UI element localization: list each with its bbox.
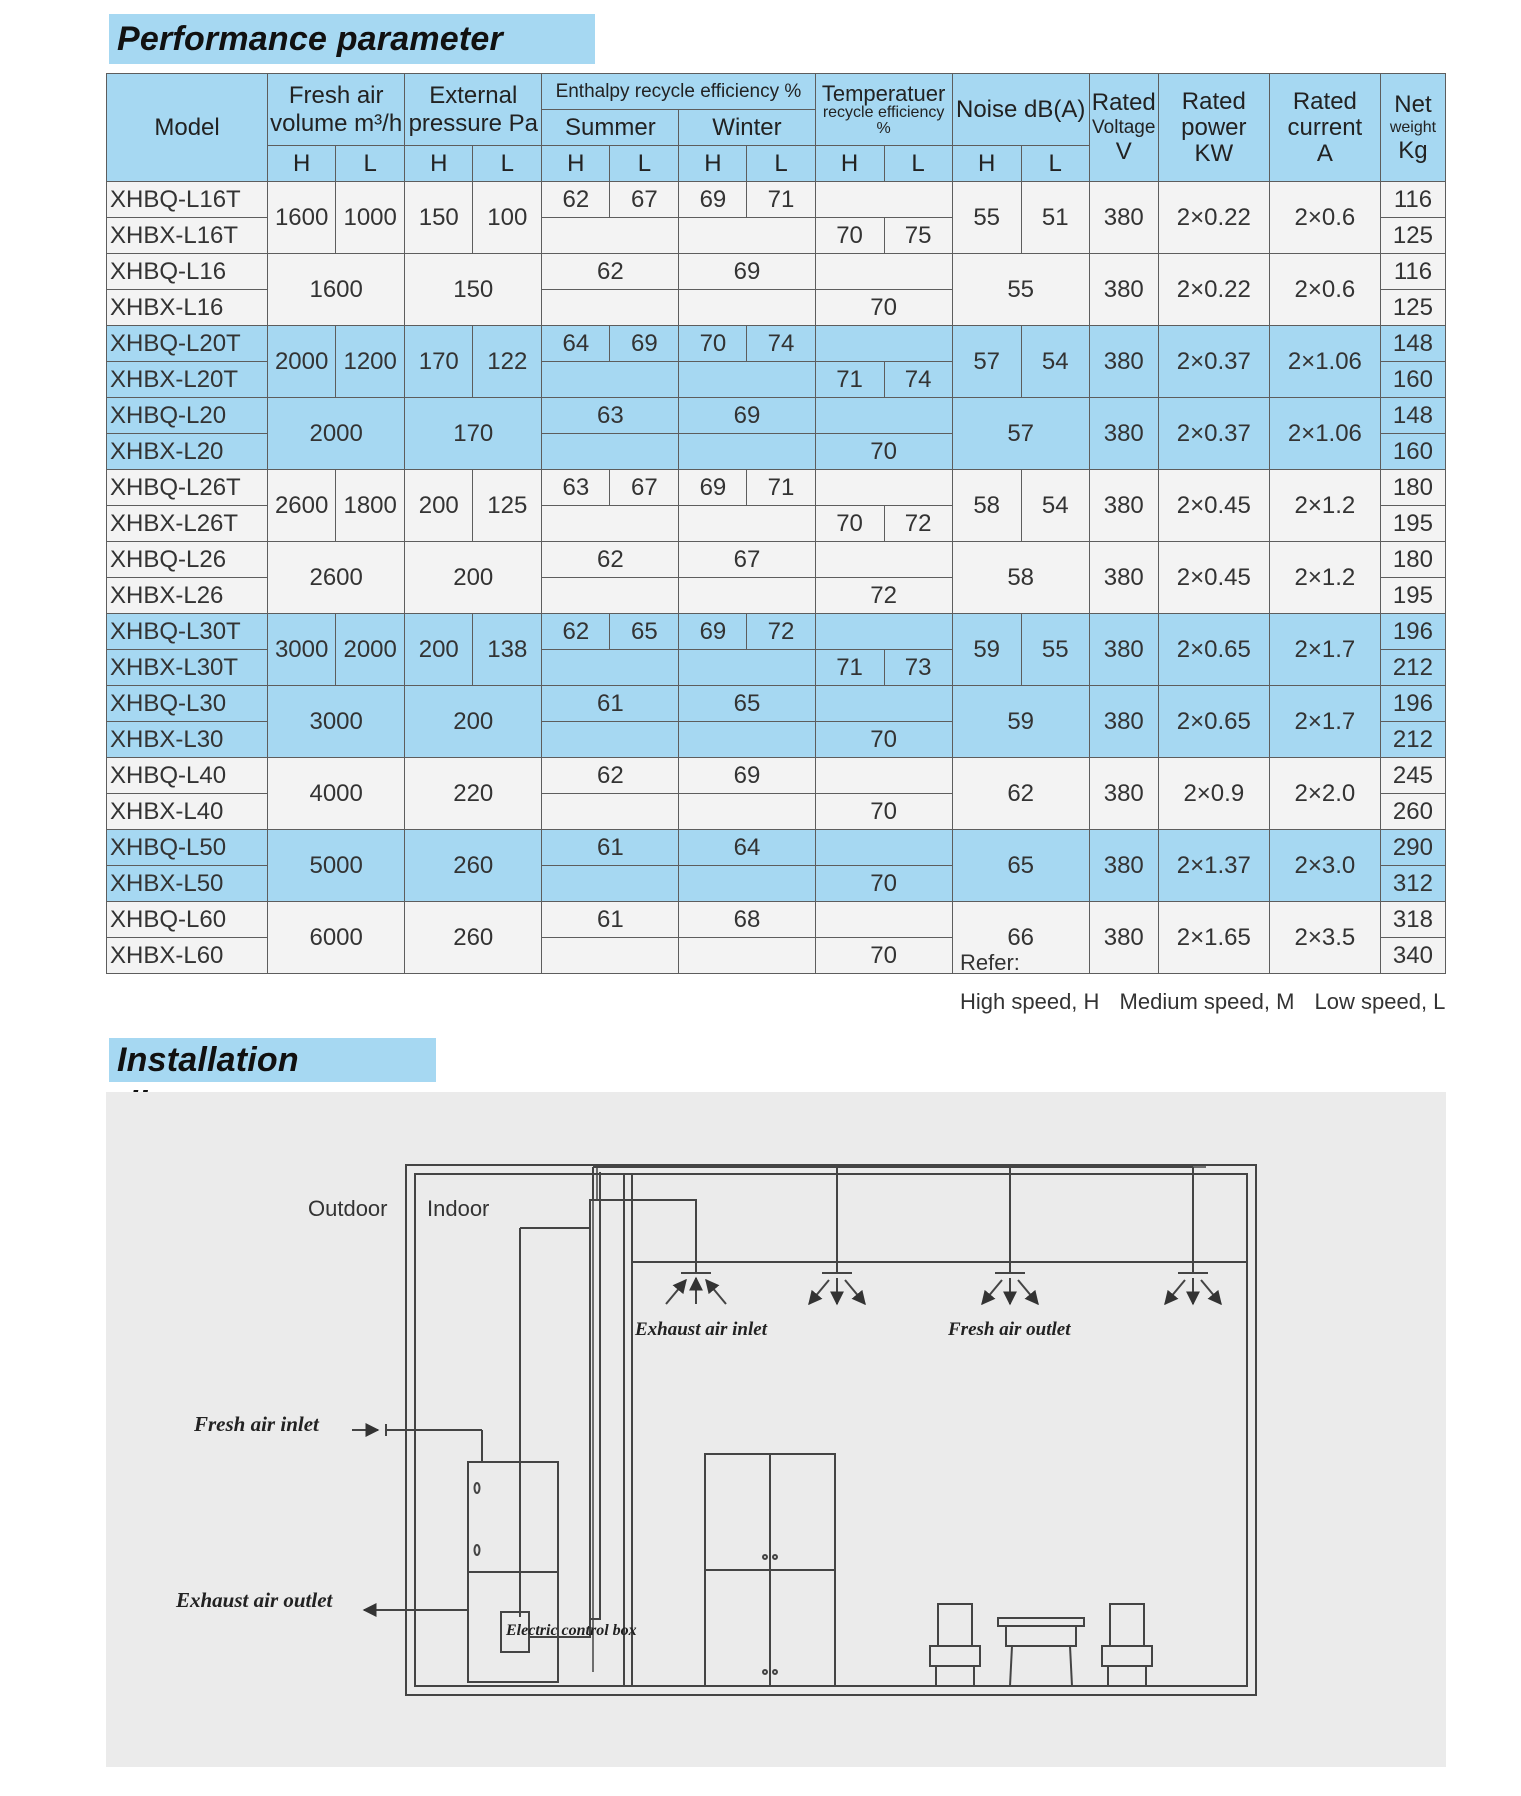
current-cell: 2×2.0	[1269, 758, 1380, 830]
empty-cell	[542, 290, 679, 326]
voltage-cell: 380	[1089, 614, 1158, 686]
empty-cell	[542, 434, 679, 470]
electric-control-box-label: Electric control box	[506, 1622, 637, 1639]
fresh-air-h-cell: 2600	[268, 470, 336, 542]
empty-cell	[815, 542, 952, 578]
temp-l-cell: 73	[884, 650, 952, 686]
empty-cell	[815, 182, 952, 218]
empty-cell	[679, 218, 815, 254]
power-cell: 2×0.65	[1158, 686, 1269, 758]
summer-cell: 61	[542, 830, 679, 866]
noise-cell: 65	[952, 830, 1089, 902]
fresh-air-supply-duct	[590, 1200, 600, 1619]
empty-cell	[815, 470, 952, 506]
model-cell: XHBX-L50	[107, 866, 268, 902]
voltage-cell: 380	[1089, 758, 1158, 830]
weight-cell: 245	[1380, 758, 1445, 794]
current-cell: 2×3.0	[1269, 830, 1380, 902]
empty-cell	[679, 722, 815, 758]
winter-h-cell: 70	[679, 326, 747, 362]
current-cell: 2×1.7	[1269, 614, 1380, 686]
summer-h-cell: 62	[542, 182, 610, 218]
ventilation-unit	[468, 1462, 558, 1682]
diffuser-exhaust-inlet	[666, 1273, 726, 1304]
chair-icon-right	[1102, 1604, 1152, 1686]
winter-cell: 69	[679, 398, 815, 434]
winter-h-cell: 69	[679, 182, 747, 218]
power-cell: 2×0.37	[1158, 326, 1269, 398]
installation-diagram-title: Installation	[109, 1038, 436, 1082]
model-cell: XHBX-L26T	[107, 506, 268, 542]
voltage-cell: 380	[1089, 686, 1158, 758]
speed-legend	[960, 989, 1459, 1015]
speed-medium: Medium speed, M	[1119, 989, 1295, 1014]
winter-h-cell: 69	[679, 614, 747, 650]
temp-cell: 70	[815, 794, 952, 830]
header-h: H	[268, 146, 336, 182]
fresh-air-outlet-label: Fresh air outlet	[948, 1319, 1071, 1340]
pressure-h-cell: 150	[405, 182, 473, 254]
weight-cell: 180	[1380, 470, 1445, 506]
noise-l-cell: 55	[1021, 614, 1089, 686]
header-noise: Noise dB(A)	[952, 74, 1089, 146]
exhaust-air-outlet-label: Exhaust air outlet	[176, 1588, 333, 1612]
weight-cell: 125	[1380, 290, 1445, 326]
outdoor-label: Outdoor	[308, 1196, 388, 1221]
model-cell: XHBQ-L60	[107, 902, 268, 938]
summer-cell: 62	[542, 758, 679, 794]
weight-cell: 212	[1380, 650, 1445, 686]
pressure-h-cell: 170	[405, 326, 473, 398]
summer-l-cell: 69	[610, 326, 679, 362]
performance-table-title: Performance parameter	[109, 14, 595, 64]
table-row	[107, 326, 1446, 362]
noise-cell: 62	[952, 758, 1089, 830]
pressure-l-cell: 122	[473, 326, 542, 398]
table-icon	[998, 1618, 1084, 1686]
empty-cell	[815, 758, 952, 794]
pressure-h-cell: 200	[405, 470, 473, 542]
empty-cell	[679, 938, 815, 974]
summer-cell: 61	[542, 902, 679, 938]
empty-cell	[542, 794, 679, 830]
weight-cell: 148	[1380, 326, 1445, 362]
temp-h-cell: 70	[815, 506, 884, 542]
building-inner-wall	[415, 1174, 1247, 1686]
power-cell: 2×0.45	[1158, 470, 1269, 542]
summer-l-cell: 67	[610, 470, 679, 506]
pressure-cell: 150	[405, 254, 542, 326]
header-h: H	[679, 146, 747, 182]
model-cell: XHBQ-L30T	[107, 614, 268, 650]
empty-cell	[542, 506, 679, 542]
header-rated-current: Rated current A	[1269, 74, 1380, 182]
header-h: H	[815, 146, 884, 182]
header-rated-power: Rated power KW	[1158, 74, 1269, 182]
speed-high: High speed, H	[960, 989, 1100, 1014]
fresh-air-cell: 5000	[268, 830, 405, 902]
summer-cell: 63	[542, 398, 679, 434]
winter-h-cell: 69	[679, 470, 747, 506]
temp-h-cell: 71	[815, 650, 884, 686]
temp-cell: 70	[815, 866, 952, 902]
summer-cell: 62	[542, 542, 679, 578]
power-cell: 2×0.9	[1158, 758, 1269, 830]
model-cell: XHBQ-L26T	[107, 470, 268, 506]
chair-icon-left	[930, 1604, 980, 1686]
header-net-weight: Net weight Kg	[1380, 74, 1445, 182]
fresh-air-cell: 2000	[268, 398, 405, 470]
empty-cell	[542, 578, 679, 614]
fresh-air-cell: 2600	[268, 542, 405, 614]
indoor-label: Indoor	[427, 1196, 490, 1221]
current-cell: 2×1.06	[1269, 326, 1380, 398]
diffuser-fresh-air-1	[809, 1273, 865, 1304]
summer-cell: 62	[542, 254, 679, 290]
temp-l-cell: 72	[884, 506, 952, 542]
model-cell: XHBX-L30	[107, 722, 268, 758]
current-cell: 2×1.2	[1269, 470, 1380, 542]
empty-cell	[542, 218, 679, 254]
winter-cell: 68	[679, 902, 815, 938]
winter-cell: 67	[679, 542, 815, 578]
model-cell: XHBQ-L20T	[107, 326, 268, 362]
weight-cell: 125	[1380, 218, 1445, 254]
current-cell: 2×1.2	[1269, 542, 1380, 614]
fresh-air-inlet-label: Fresh air inlet	[194, 1412, 319, 1436]
weight-cell: 318	[1380, 902, 1445, 938]
empty-cell	[679, 578, 815, 614]
wardrobe-icon	[705, 1454, 835, 1686]
header-h: H	[405, 146, 473, 182]
weight-cell: 116	[1380, 254, 1445, 290]
model-cell: XHBX-L16	[107, 290, 268, 326]
fresh-air-l-cell: 1800	[336, 470, 405, 542]
weight-cell: 160	[1380, 362, 1445, 398]
weight-cell: 290	[1380, 830, 1445, 866]
noise-h-cell: 57	[952, 326, 1021, 398]
noise-cell: 59	[952, 686, 1089, 758]
voltage-cell: 380	[1089, 182, 1158, 254]
model-cell: XHBQ-L50	[107, 830, 268, 866]
pressure-cell: 260	[405, 902, 542, 974]
winter-cell: 65	[679, 686, 815, 722]
header-l: L	[610, 146, 679, 182]
winter-l-cell: 71	[747, 470, 815, 506]
table-row	[107, 470, 1446, 506]
temp-cell: 70	[815, 434, 952, 470]
fresh-air-h-cell: 1600	[268, 182, 336, 254]
installation-diagram	[106, 1092, 1446, 1767]
model-cell: XHBX-L16T	[107, 218, 268, 254]
empty-cell	[679, 290, 815, 326]
model-cell: XHBQ-L30	[107, 686, 268, 722]
empty-cell	[815, 830, 952, 866]
voltage-cell: 380	[1089, 542, 1158, 614]
header-temperature-efficiency: Temperatuer recycle efficiency %	[815, 74, 952, 146]
noise-l-cell: 54	[1021, 470, 1089, 542]
empty-cell	[815, 686, 952, 722]
noise-cell: 57	[952, 398, 1089, 470]
temp-l-cell: 74	[884, 362, 952, 398]
header-l: L	[336, 146, 405, 182]
weight-cell: 196	[1380, 614, 1445, 650]
weight-cell: 212	[1380, 722, 1445, 758]
model-cell: XHBX-L20T	[107, 362, 268, 398]
empty-cell	[679, 794, 815, 830]
power-cell: 2×0.22	[1158, 254, 1269, 326]
building-outer-wall	[406, 1165, 1256, 1695]
model-cell: XHBX-L20	[107, 434, 268, 470]
model-cell: XHBX-L60	[107, 938, 268, 974]
empty-cell	[542, 362, 679, 398]
pressure-h-cell: 200	[405, 614, 473, 686]
model-cell: XHBQ-L26	[107, 542, 268, 578]
weight-cell: 312	[1380, 866, 1445, 902]
current-cell: 2×1.06	[1269, 398, 1380, 470]
empty-cell	[542, 722, 679, 758]
empty-cell	[679, 650, 815, 686]
temp-l-cell: 75	[884, 218, 952, 254]
weight-cell: 180	[1380, 542, 1445, 578]
exhaust-air-inlet-label: Exhaust air inlet	[635, 1319, 767, 1340]
header-h: H	[542, 146, 610, 182]
empty-cell	[815, 614, 952, 650]
summer-h-cell: 63	[542, 470, 610, 506]
pressure-l-cell: 125	[473, 470, 542, 542]
pressure-cell: 200	[405, 542, 542, 614]
voltage-cell: 380	[1089, 902, 1158, 974]
empty-cell	[679, 434, 815, 470]
table-row	[107, 614, 1446, 650]
model-cell: XHBQ-L40	[107, 758, 268, 794]
temp-cell: 70	[815, 938, 952, 974]
weight-cell: 196	[1380, 686, 1445, 722]
noise-l-cell: 54	[1021, 326, 1089, 398]
pressure-cell: 170	[405, 398, 542, 470]
summer-l-cell: 65	[610, 614, 679, 650]
model-cell: XHBX-L30T	[107, 650, 268, 686]
speed-low: Low speed, L	[1314, 989, 1446, 1014]
temp-h-cell: 70	[815, 218, 884, 254]
current-cell: 2×3.5	[1269, 902, 1380, 974]
performance-parameter-table	[106, 73, 1446, 974]
model-cell: XHBQ-L20	[107, 398, 268, 434]
header-fresh-air-volume: Fresh air volume m³/h	[268, 74, 405, 146]
weight-cell: 148	[1380, 398, 1445, 434]
model-cell: XHBQ-L16T	[107, 182, 268, 218]
empty-cell	[815, 398, 952, 434]
current-cell: 2×0.6	[1269, 254, 1380, 326]
fresh-air-l-cell: 1200	[336, 326, 405, 398]
header-winter: Winter	[679, 110, 815, 146]
weight-cell: 160	[1380, 434, 1445, 470]
winter-cell: 69	[679, 254, 815, 290]
fresh-air-h-cell: 3000	[268, 614, 336, 686]
temp-cell: 70	[815, 722, 952, 758]
refer-note: Refer:	[960, 950, 1020, 975]
model-cell: XHBQ-L16	[107, 254, 268, 290]
summer-cell: 61	[542, 686, 679, 722]
empty-cell	[679, 506, 815, 542]
noise-cell: 58	[952, 542, 1089, 614]
header-h: H	[952, 146, 1021, 182]
power-cell: 2×0.22	[1158, 182, 1269, 254]
empty-cell	[815, 326, 952, 362]
diffuser-fresh-air-2	[982, 1273, 1038, 1304]
header-enthalpy-efficiency: Enthalpy recycle efficiency %	[542, 74, 815, 110]
header-rated-voltage: Rated Voltage V	[1089, 74, 1158, 182]
header-l: L	[1021, 146, 1089, 182]
table-row	[107, 542, 1446, 578]
pressure-l-cell: 138	[473, 614, 542, 686]
weight-cell: 195	[1380, 506, 1445, 542]
temp-cell: 72	[815, 578, 952, 614]
noise-h-cell: 58	[952, 470, 1021, 542]
header-external-pressure: External pressure Pa	[405, 74, 542, 146]
diffuser-fresh-air-3	[1165, 1273, 1221, 1304]
model-cell: XHBX-L26	[107, 578, 268, 614]
table-row	[107, 182, 1446, 218]
header-model: Model	[107, 74, 268, 182]
empty-cell	[679, 866, 815, 902]
power-cell: 2×0.37	[1158, 398, 1269, 470]
empty-cell	[542, 866, 679, 902]
temp-cell: 70	[815, 290, 952, 326]
temp-h-cell: 71	[815, 362, 884, 398]
voltage-cell: 380	[1089, 254, 1158, 326]
table-row	[107, 254, 1446, 290]
winter-cell: 69	[679, 758, 815, 794]
current-cell: 2×0.6	[1269, 182, 1380, 254]
weight-cell: 340	[1380, 938, 1445, 974]
noise-h-cell: 55	[952, 182, 1021, 254]
table-row	[107, 398, 1446, 434]
empty-cell	[815, 254, 952, 290]
pressure-l-cell: 100	[473, 182, 542, 254]
header-l: L	[884, 146, 952, 182]
fresh-air-l-cell: 2000	[336, 614, 405, 686]
voltage-cell: 380	[1089, 326, 1158, 398]
voltage-cell: 380	[1089, 398, 1158, 470]
weight-cell: 116	[1380, 182, 1445, 218]
noise-l-cell: 51	[1021, 182, 1089, 254]
header-l: L	[473, 146, 542, 182]
winter-l-cell: 74	[747, 326, 815, 362]
fresh-air-cell: 6000	[268, 902, 405, 974]
pressure-cell: 220	[405, 758, 542, 830]
winter-l-cell: 72	[747, 614, 815, 650]
empty-cell	[542, 650, 679, 686]
power-cell: 2×1.37	[1158, 830, 1269, 902]
power-cell: 2×0.45	[1158, 542, 1269, 614]
pressure-cell: 260	[405, 830, 542, 902]
empty-cell	[542, 938, 679, 974]
weight-cell: 195	[1380, 578, 1445, 614]
current-cell: 2×1.7	[1269, 686, 1380, 758]
power-cell: 2×1.65	[1158, 902, 1269, 974]
table-row	[107, 902, 1446, 938]
fresh-air-cell: 4000	[268, 758, 405, 830]
table-row	[107, 686, 1446, 722]
fresh-air-l-cell: 1000	[336, 182, 405, 254]
header-l: L	[747, 146, 815, 182]
power-cell: 2×0.65	[1158, 614, 1269, 686]
model-cell: XHBX-L40	[107, 794, 268, 830]
winter-l-cell: 71	[747, 182, 815, 218]
empty-cell	[815, 902, 952, 938]
voltage-cell: 380	[1089, 470, 1158, 542]
pressure-cell: 200	[405, 686, 542, 758]
table-row	[107, 830, 1446, 866]
table-row	[107, 758, 1446, 794]
voltage-cell: 380	[1089, 830, 1158, 902]
noise-h-cell: 59	[952, 614, 1021, 686]
empty-cell	[679, 362, 815, 398]
fresh-air-cell: 3000	[268, 686, 405, 758]
summer-h-cell: 62	[542, 614, 610, 650]
fresh-air-h-cell: 2000	[268, 326, 336, 398]
summer-l-cell: 67	[610, 182, 679, 218]
noise-cell: 66	[952, 902, 1089, 974]
winter-cell: 64	[679, 830, 815, 866]
weight-cell: 260	[1380, 794, 1445, 830]
fresh-air-cell: 1600	[268, 254, 405, 326]
noise-cell: 55	[952, 254, 1089, 326]
summer-h-cell: 64	[542, 326, 610, 362]
header-summer: Summer	[542, 110, 679, 146]
